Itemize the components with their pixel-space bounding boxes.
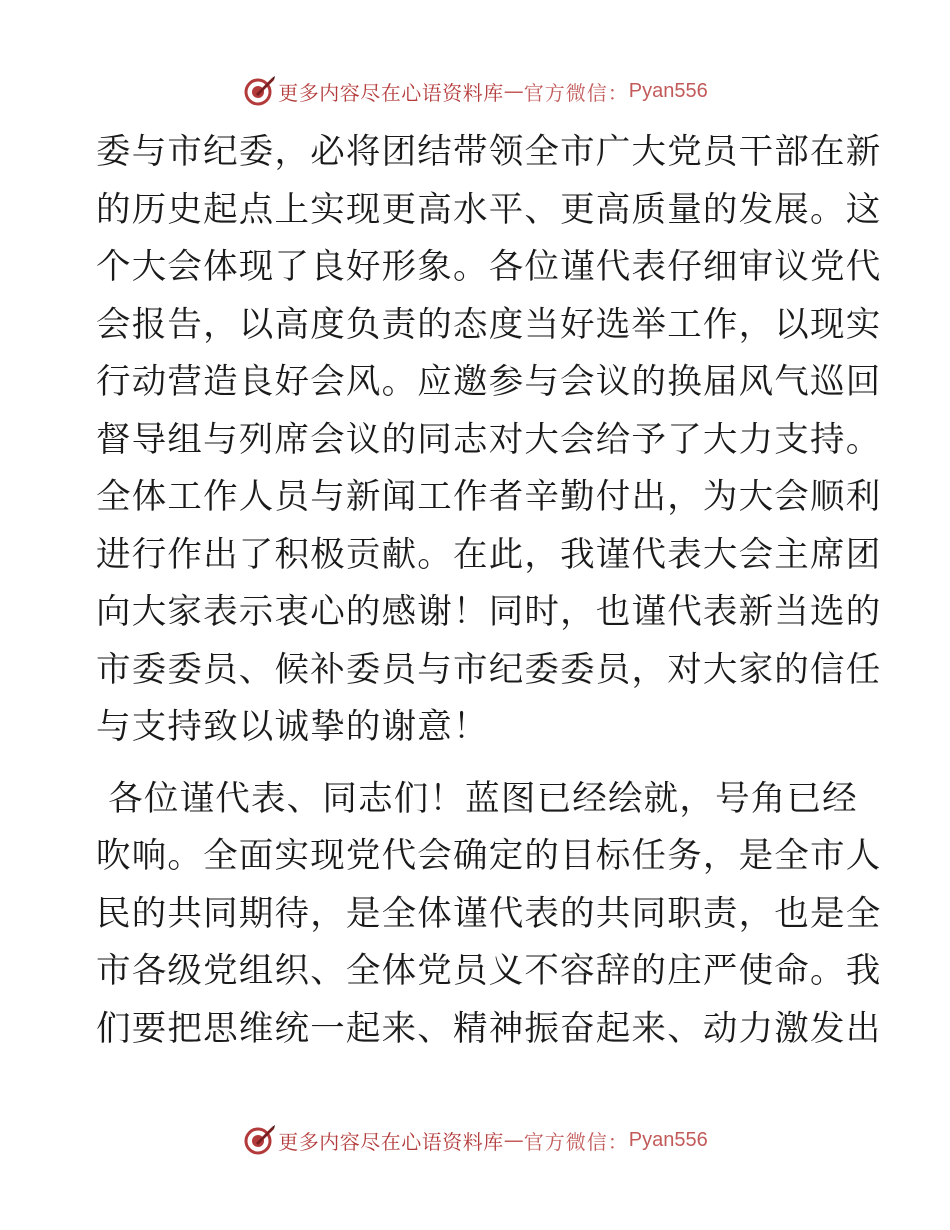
pen-logo-icon (242, 1123, 276, 1157)
paragraph-gap (96, 757, 856, 771)
header-banner (0, 71, 950, 111)
text-line: 市各级党组织、全体党员义不容辞的庄严使命。我 (96, 951, 882, 991)
text-line: 向大家表示衷心的感谢！同时，也谨代表新当选的 (96, 592, 882, 632)
text-line: 全体工作人员与新闻工作者辛勤付出，为大会顺利 (96, 477, 882, 517)
text-line: 的历史起点上实现更高水平、更高质量的发展。这 (96, 189, 882, 230)
header-promo-text: 更多内容尽在心语资料库 (278, 80, 504, 105)
paragraph-2 (96, 771, 882, 1059)
text-line: 委与市纪委，必将团结带领全市广大党员干部在新 (96, 132, 882, 172)
paragraph-1 (96, 124, 882, 757)
text-line: 民的共同期待，是全体谨代表的共同职责，也是全 (96, 893, 882, 934)
footer-separator: — (503, 1128, 524, 1152)
text-line: 督导组与列席会议的同志对大会给予了大力支持。 (96, 419, 882, 460)
header-separator: — (503, 79, 524, 103)
pen-logo-icon (242, 74, 276, 108)
text-line: 会报告，以高度负责的态度当好选举工作，以现实 (96, 304, 882, 345)
header-official-label: 官方微信： (523, 80, 629, 105)
text-line: 各位谨代表、同志们！蓝图已经绘就，号角已经 (96, 778, 858, 819)
text-line: 行动营造良好会风。应邀参与会议的换届风气巡回 (96, 362, 882, 402)
footer-official-label: 官方微信： (523, 1129, 629, 1154)
header-wechat-id: Pyan556 (628, 79, 708, 102)
text-line: 们要把思维统一起来、精神振奋起来、动力激发出 (96, 1008, 882, 1049)
footer-wechat-id: Pyan556 (628, 1128, 708, 1151)
document-body (96, 124, 882, 1058)
text-line: 个大会体现了良好形象。各位谨代表仔细审议党代 (96, 247, 882, 287)
text-line: 与支持致以诚挚的谢意！ (96, 707, 489, 747)
footer-promo-text: 更多内容尽在心语资料库 (278, 1129, 504, 1154)
footer-banner (0, 1120, 950, 1160)
text-line: 吹响。全面实现党代会确定的目标任务，是全市人 (96, 836, 882, 876)
text-line: 市委委员、候补委员与市纪委委员，对大家的信任 (96, 649, 882, 690)
text-line: 进行作出了积极贡献。在此，我谨代表大会主席团 (96, 534, 882, 575)
